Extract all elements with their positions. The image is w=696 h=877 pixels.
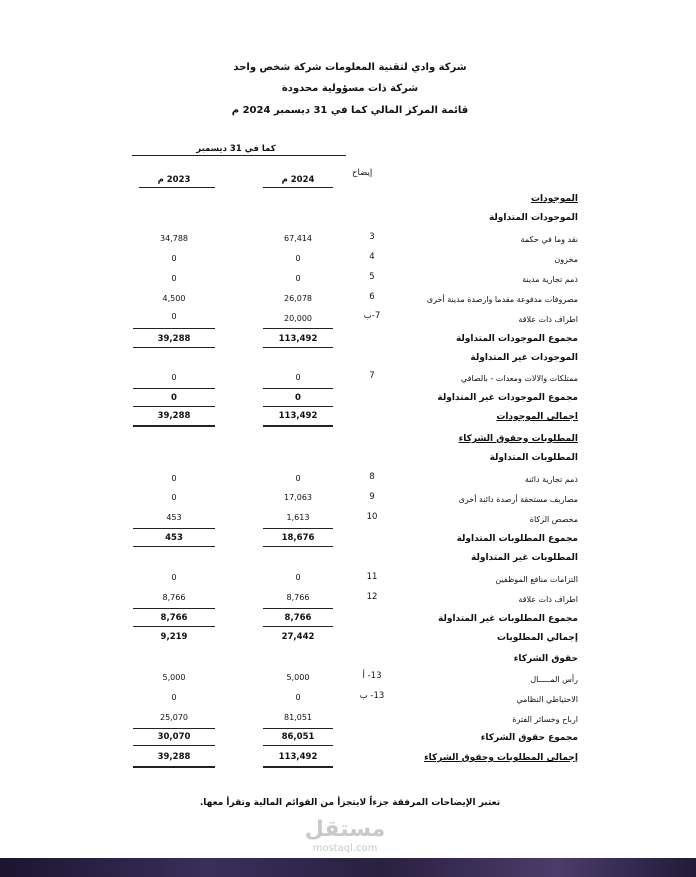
row-value-2024: 67,414 <box>284 234 312 243</box>
total-double-rule <box>133 766 215 768</box>
row-label: إجمالي المطلوبات وحقوق الشركاء <box>424 753 578 763</box>
row-label: ذمم تجارية مدينة <box>522 275 578 284</box>
year-2024-rule <box>263 187 333 188</box>
row-value-2023: 39,288 <box>157 411 191 421</box>
subtotal-rule <box>133 328 215 329</box>
row-value-2024: 0 <box>295 393 301 403</box>
row-value-2023: 34,788 <box>160 234 188 243</box>
row-value-2024: 0 <box>295 274 301 283</box>
row-value-2023: 0 <box>171 312 177 321</box>
row-label: رأس المـــــال <box>530 675 578 684</box>
subtotal-rule <box>263 388 333 389</box>
row-note: 3 <box>369 232 375 242</box>
row-label: ارباح وخسائر الفترة <box>512 715 578 724</box>
subtotal-rule <box>133 745 215 746</box>
row-value-2023: 0 <box>171 373 177 382</box>
row-label: نقد وما في حكمة <box>520 235 578 244</box>
row-label: إجمالي المطلوبات <box>497 633 578 643</box>
row-label: اطراف ذات علاقة <box>518 595 578 604</box>
row-value-2024: 0 <box>295 693 301 702</box>
row-value-2023: 0 <box>171 493 177 502</box>
row-label: مجموع المطلوبات المتداولة <box>456 534 578 544</box>
row-value-2024: 113,492 <box>278 411 318 421</box>
row-value-2024: 8,766 <box>286 593 310 602</box>
company-name: شركة وادي لتقنية المعلومات شركة شخص واحد <box>233 62 467 73</box>
watermark-url: mostaql.com <box>312 843 378 854</box>
row-value-2023: 25,070 <box>160 713 188 722</box>
row-note: 5 <box>369 272 375 282</box>
row-value-2023: 0 <box>171 274 177 283</box>
subtotal-rule <box>263 347 333 348</box>
row-label: المطلوبات غير المتداولة <box>471 553 578 563</box>
row-label: اطراف ذات علاقة <box>518 315 578 324</box>
subtotal-rule <box>263 608 333 609</box>
row-label: الموجودات المتداولة <box>488 213 578 223</box>
statement-title: قائمة المركز المالي كما في 31 ديسمبر 2024 م <box>231 105 469 116</box>
company-type: شركة ذات مسؤولية محدودة <box>281 83 419 94</box>
row-note: 11 <box>366 572 378 582</box>
watermark-logo <box>290 816 400 862</box>
subtotal-rule <box>133 347 215 348</box>
row-value-2024: 86,051 <box>281 732 315 742</box>
row-value-2023: 453 <box>166 513 182 522</box>
row-note: 8 <box>369 472 375 482</box>
row-note: 10 <box>366 512 378 522</box>
row-label: ممتلكات والالات ومعدات - بالصافي <box>460 374 578 383</box>
row-value-2023: 453 <box>165 533 183 543</box>
row-label: الاحتياطي النظامي <box>516 695 578 704</box>
year-2024-header: 2024 م <box>281 175 315 185</box>
subtotal-rule <box>133 608 215 609</box>
row-note: 4 <box>369 252 375 262</box>
row-value-2024: 0 <box>295 573 301 582</box>
row-value-2024: 0 <box>295 474 301 483</box>
subtotal-rule <box>263 728 333 729</box>
row-value-2023: 30,070 <box>157 732 191 742</box>
subtotal-rule <box>263 626 333 627</box>
bottom-background-strip <box>0 858 696 877</box>
row-value-2024: 113,492 <box>278 752 318 762</box>
row-note: 13- ب <box>359 691 385 701</box>
row-label: الموجودات <box>530 194 578 204</box>
row-value-2024: 26,078 <box>284 294 312 303</box>
row-label: ذمم تجارية دائنة <box>524 475 578 484</box>
row-label: مجموع الموجودات غير المتداولة <box>437 393 578 403</box>
row-value-2023: 8,766 <box>160 613 188 623</box>
subtotal-rule <box>133 528 215 529</box>
row-value-2023: 0 <box>171 573 177 582</box>
row-value-2024: 1,613 <box>286 513 310 522</box>
row-label: مصاريف مستحقة أرصدة دائنة أخرى <box>458 495 578 504</box>
row-label: مخزون <box>554 255 578 264</box>
row-value-2023: 8,766 <box>162 593 186 602</box>
row-value-2023: 0 <box>171 474 177 483</box>
total-double-rule <box>263 766 333 768</box>
period-header: كما في 31 ديسمبر <box>196 144 276 154</box>
subtotal-rule <box>263 328 333 329</box>
row-note: 6 <box>369 292 375 302</box>
row-note: 7 <box>369 371 375 381</box>
footer-note: تعتبر الإيضاحات المرفقة جزءاً لايتجزأ من القوائم المالية وتقرأ معها. <box>199 798 501 808</box>
subtotal-rule <box>263 745 333 746</box>
row-label: المطلوبات المتداولة <box>489 453 578 463</box>
row-value-2023: 0 <box>171 693 177 702</box>
row-value-2024: 27,442 <box>281 632 315 642</box>
row-value-2024: 0 <box>295 373 301 382</box>
row-value-2023: 39,288 <box>157 752 191 762</box>
subtotal-rule <box>133 728 215 729</box>
period-header-rule <box>132 155 346 156</box>
subtotal-rule <box>263 406 333 407</box>
row-note: 12 <box>366 592 378 602</box>
row-note: 9 <box>369 492 375 502</box>
subtotal-rule <box>133 406 215 407</box>
row-value-2023: 0 <box>171 393 177 403</box>
row-value-2023: 9,219 <box>160 632 188 642</box>
row-note: 13- أ <box>362 671 382 681</box>
row-value-2023: 5,000 <box>162 673 186 682</box>
total-double-rule <box>263 425 333 427</box>
row-label: مجموع المطلوبات غير المتداولة <box>438 614 578 624</box>
row-value-2024: 5,000 <box>286 673 310 682</box>
row-value-2024: 18,676 <box>281 533 315 543</box>
note-header: إيضاح <box>352 168 373 178</box>
year-2023-rule <box>139 187 215 188</box>
subtotal-rule <box>133 546 215 547</box>
subtotal-rule <box>133 626 215 627</box>
subtotal-rule <box>263 546 333 547</box>
row-value-2023: 0 <box>171 254 177 263</box>
year-2023-header: 2023 م <box>157 175 191 185</box>
total-double-rule <box>133 425 215 427</box>
row-note: 7-ب <box>363 311 381 321</box>
subtotal-rule <box>263 528 333 529</box>
row-value-2024: 8,766 <box>284 613 312 623</box>
row-value-2024: 17,063 <box>284 493 312 502</box>
row-value-2024: 20,000 <box>284 314 312 323</box>
row-label: المطلوبات وحقوق الشركاء <box>458 434 578 444</box>
row-label: حقوق الشركاء <box>513 654 578 664</box>
row-label: مصروفات مدفوعة مقدما وارصدة مدينة أخرى <box>426 295 578 304</box>
row-value-2023: 39,288 <box>157 334 191 344</box>
row-label: مخصص الزكاة <box>529 515 578 524</box>
subtotal-rule <box>133 388 215 389</box>
row-value-2024: 0 <box>295 254 301 263</box>
row-label: مجموع حقوق الشركاء <box>480 733 578 743</box>
row-value-2024: 113,492 <box>278 334 318 344</box>
row-value-2024: 81,051 <box>284 713 312 722</box>
watermark-logo-text: مستقل <box>304 817 386 842</box>
row-value-2023: 4,500 <box>162 294 186 303</box>
row-label: التزامات منافع الموظفين <box>495 575 578 584</box>
row-label: الموجودات غير المتداولة <box>470 353 578 363</box>
row-label: اجمالي الموجودات <box>496 412 578 422</box>
row-label: مجموع الموجودات المتداولة <box>455 334 578 344</box>
